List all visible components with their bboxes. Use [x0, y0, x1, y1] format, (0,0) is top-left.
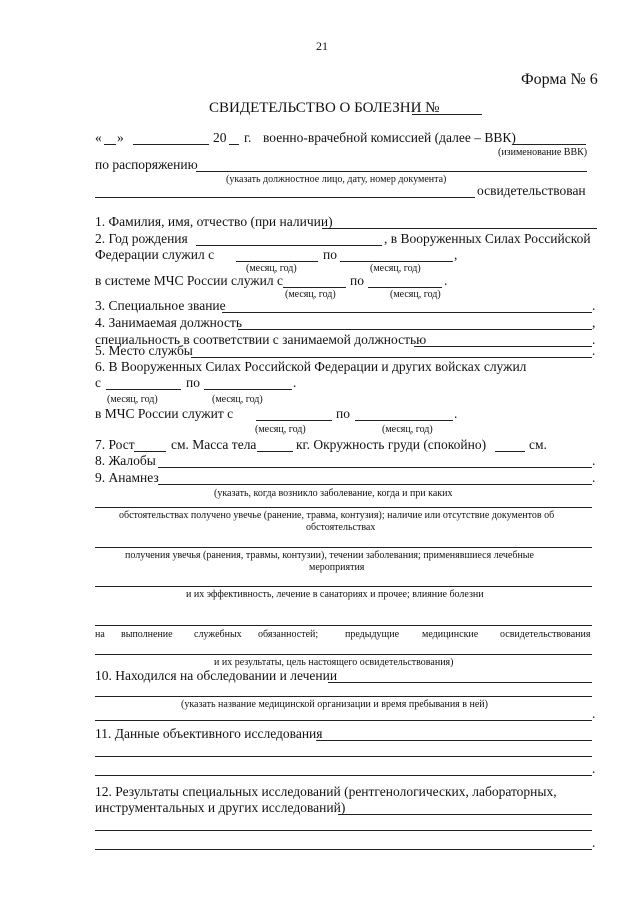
anamnesis-field-1[interactable]: [158, 484, 592, 485]
item6-dot: .: [293, 375, 297, 390]
period-mark: .: [592, 298, 596, 313]
hospital-field-2[interactable]: [95, 696, 592, 697]
mchs-served-label: в системе МЧС России служил с: [95, 273, 283, 288]
specialty-field[interactable]: [414, 346, 592, 347]
mchs-served-po: по: [350, 273, 364, 288]
service-place-field[interactable]: [191, 357, 592, 358]
item2-comma: ,: [454, 247, 458, 262]
weight-field[interactable]: [257, 451, 293, 452]
period-mark: .: [454, 406, 458, 421]
hint-anamnesis-6: и их эффективность, лечение в санаториях и прочее; влияние болезни: [186, 589, 484, 600]
hint-month-year: (месяц, год): [285, 289, 336, 300]
hint-anamnesis-5: мероприятия: [309, 562, 365, 573]
mchs-serves-label: в МЧС России служит с: [95, 406, 234, 421]
month-field[interactable]: [133, 144, 209, 145]
hint-anamnesis-7-w4: предыдущие: [345, 629, 400, 640]
year-field[interactable]: [229, 144, 239, 145]
quote-open: «: [95, 130, 102, 145]
vvk-name-field[interactable]: [512, 144, 586, 145]
examined-person-field[interactable]: [95, 197, 475, 198]
item11-label: 11. Данные объективного исследования: [95, 726, 323, 741]
page-number: 21: [316, 39, 328, 53]
mchs-served-from-field[interactable]: [283, 287, 346, 288]
mchs-serves-from-field[interactable]: [256, 420, 332, 421]
item6-label: 6. В Вооруженных Силах Российской Федерации и других войсках служил: [95, 359, 527, 374]
item6-s: с: [95, 375, 101, 390]
item8-label: 8. Жалобы: [95, 453, 156, 468]
period-mark: .: [592, 332, 596, 347]
hint-anamnesis-7-w5: медицинские: [422, 629, 479, 640]
af-served-to-field[interactable]: [340, 261, 453, 262]
hint-order: (указать должностное лицо, дату, номер документа): [226, 174, 447, 185]
item3-label: 3. Специальное звание: [95, 298, 226, 313]
objective-field-3[interactable]: [95, 775, 592, 776]
item7-weight-label: см. Масса тела: [171, 437, 257, 452]
year-suffix: г.: [244, 130, 252, 145]
birth-year-field[interactable]: [196, 245, 382, 246]
certificate-number-field[interactable]: [412, 114, 482, 115]
mchs-served-to-field[interactable]: [368, 287, 442, 288]
period-mark: .: [592, 470, 596, 485]
order-field[interactable]: [196, 171, 587, 172]
mchs-serves-to-field[interactable]: [355, 420, 453, 421]
period-mark: .: [592, 343, 596, 358]
hint-item10: (указать название медицинской организации и время пребывания в ней): [181, 699, 488, 710]
year-prefix: 20: [213, 130, 227, 145]
anamnesis-field-3[interactable]: [95, 547, 592, 548]
item4-specialty: специальность в соответствии с занимаемой должностью: [95, 332, 427, 347]
special-research-field-2[interactable]: [95, 830, 592, 831]
position-field[interactable]: [238, 329, 592, 330]
hint-month-year: (месяц, год): [107, 394, 158, 405]
document-title: СВИДЕТЕЛЬСТВО О БОЛЕЗНИ №: [209, 100, 440, 116]
hint-anamnesis-7-w0: на: [95, 629, 105, 640]
item10-label: 10. Находился на обследовании и лечении: [95, 668, 338, 683]
mchs-serves-po: по: [336, 406, 350, 421]
special-research-field-3[interactable]: [95, 849, 592, 850]
period-mark: .: [592, 706, 596, 721]
hint-anamnesis-1: (указать, когда возникло заболевание, когда и при каких: [214, 488, 453, 499]
period-mark: .: [592, 761, 596, 776]
hint-anamnesis-2: обстоятельствах получено увечье (ранение, травма, контузия); наличие или отсутствие документов об: [119, 510, 555, 521]
hint-month-year: (месяц, год): [370, 263, 421, 274]
full-name-field[interactable]: [322, 228, 597, 229]
objective-field-2[interactable]: [95, 756, 592, 757]
item7-cm: см.: [529, 437, 547, 452]
hospital-field-3[interactable]: [95, 720, 592, 721]
anamnesis-field-5[interactable]: [95, 625, 592, 626]
item7-height-label: 7. Рост: [95, 437, 135, 452]
item2-served-from: Федерации служил с: [95, 247, 215, 262]
hint-anamnesis-7-w2: служебных: [194, 629, 242, 640]
other-troops-to-field[interactable]: [204, 389, 292, 390]
item1-label: 1. Фамилия, имя, отчество (при наличии): [95, 214, 333, 229]
by-order-label: по распоряжению: [95, 157, 198, 172]
hint-vvk: (изименование ВВК): [498, 147, 588, 158]
mchs-served-dot: .: [444, 273, 448, 288]
form-label: Форма № 6: [521, 71, 598, 88]
item12-label-cont: инструментальных и других исследований): [95, 800, 346, 815]
hint-month-year: (месяц, год): [390, 289, 441, 300]
hint-month-year: (месяц, год): [382, 424, 433, 435]
hint-anamnesis-8: и их результаты, цель настоящего освидетельствования): [214, 657, 454, 668]
period-mark: .: [592, 835, 596, 850]
hospital-field-1[interactable]: [328, 682, 592, 683]
item12-label: 12. Результаты специальных исследований (рентгенологических, лабораторных,: [95, 784, 557, 799]
other-troops-from-field[interactable]: [106, 389, 181, 390]
hint-anamnesis-4: получения увечья (ранения, травмы, контузии), течении заболевания; применявшиеся лечебные: [125, 550, 534, 561]
item2-label: 2. Год рождения: [95, 231, 188, 246]
anamnesis-field-6[interactable]: [95, 654, 592, 655]
anamnesis-field-2[interactable]: [95, 507, 592, 508]
hint-month-year: (месяц, год): [255, 424, 306, 435]
complaints-field[interactable]: [158, 467, 592, 468]
item9-label: 9. Анамнез: [95, 470, 159, 485]
examined-label: освидетельствован: [477, 183, 586, 198]
chest-field[interactable]: [495, 451, 525, 452]
af-served-from-field[interactable]: [236, 261, 318, 262]
rank-field[interactable]: [222, 312, 592, 313]
hint-anamnesis-7-w3: обязанностей;: [258, 629, 319, 640]
period-mark: .: [592, 453, 596, 468]
item7-chest-label: кг. Окружность груди (спокойно): [296, 437, 487, 452]
objective-field-1[interactable]: [316, 740, 592, 741]
item6-po: по: [186, 375, 200, 390]
hint-month-year: (месяц, год): [246, 263, 297, 274]
day-field[interactable]: [104, 144, 116, 145]
hint-month-year: (месяц, год): [212, 394, 263, 405]
height-field[interactable]: [134, 451, 166, 452]
hint-anamnesis-7-w6: освидетельствования: [500, 629, 591, 640]
comma-mark: ,: [592, 315, 596, 330]
special-research-field-1[interactable]: [338, 814, 592, 815]
item2-po: по: [323, 247, 337, 262]
anamnesis-field-4[interactable]: [95, 586, 592, 587]
commission-label: военно-врачебной комиссией (далее – ВВК): [263, 130, 516, 145]
quote-close: »: [117, 130, 124, 145]
hint-anamnesis-7-w1: выполнение: [121, 629, 173, 640]
item5-label: 5. Место службы: [95, 343, 193, 358]
item4-label: 4. Занимаемая должность: [95, 315, 243, 330]
item2-armed-forces: , в Вооруженных Силах Российской: [384, 231, 591, 246]
hint-anamnesis-3: обстоятельствах: [306, 522, 376, 533]
